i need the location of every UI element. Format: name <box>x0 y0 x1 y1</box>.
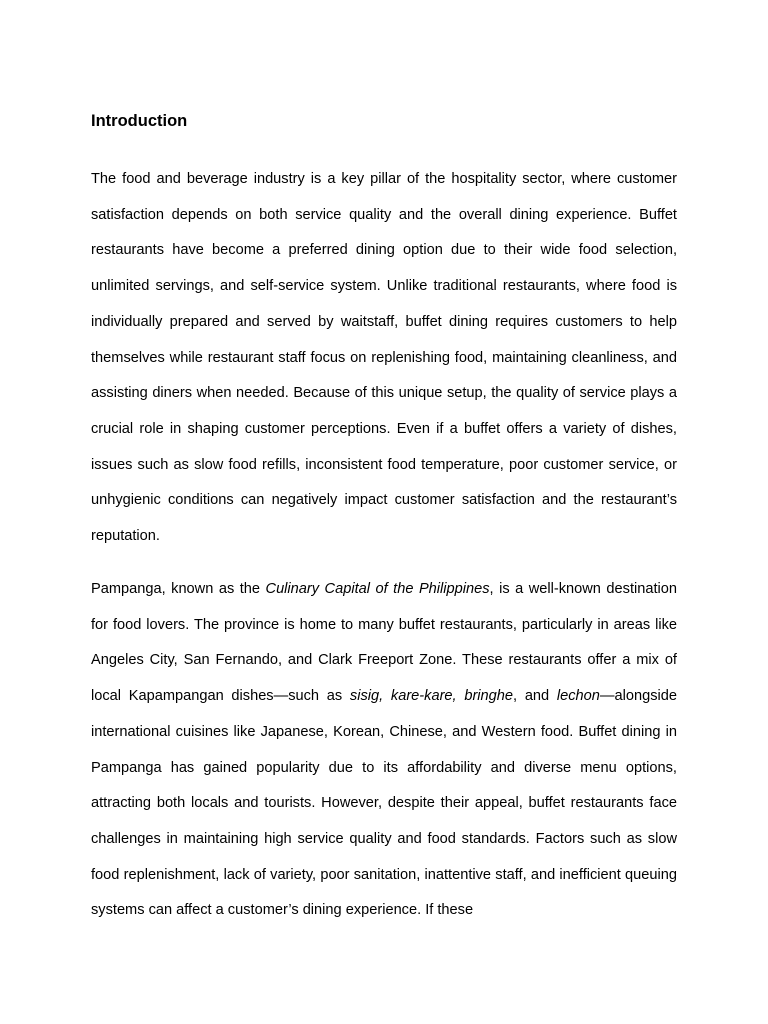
paragraph-2-text-3: , and <box>513 688 557 705</box>
paragraph-2-text-2: , is a well-known destination for food lovers. The province is home to many buffet restaurants, particularly in areas like Angeles City, San Fernando, and Clark Freeport Zone. These restaurants offer a mix of local Kapampangan dishes—such as <box>91 581 678 705</box>
section-heading: Introduction <box>91 112 188 130</box>
paragraph-2-italic-1: Culinary Capital of the Philippines <box>265 581 490 597</box>
paragraph-2-italic-3: lechon <box>556 688 600 705</box>
paragraph-2-italic-2: sisig, kare-kare, bringhe <box>349 688 514 705</box>
paragraph-2-text-1: Pampanga, known as the <box>91 581 266 597</box>
paragraph-2-text-4: —alongside international cuisines like Japanese, Korean, Chinese, and Western food. Buffet dining in Pampanga has gained popularity due to its affordability and diverse menu options, attracting both locals and tourists. However, despite their appeal, buffet restaurants face challenges in maintaining high service quality and food standards. Factors such as slow food replenishment, lack of variety, poor sanitation, inattentive staff, and inefficient queuing systems can affect a customer’s dining experience. If these <box>91 688 677 919</box>
paragraph-2 <box>91 572 677 929</box>
paragraph-1: The food and beverage industry is a key pillar of the hospitality sector, where customer satisfaction depends on both service quality and the overall dining experience. Buffet restaurants have become a preferred dining option due to their wide food selection, unlimited servings, and self-service system. Unlike traditional restaurants, where food is individually prepared and served by waitstaff, buffet dining requires customers to help themselves while restaurant staff focus on replenishing food, maintaining cleanliness, and assisting diners when needed. Because of this unique setup, the quality of service plays a crucial role in shaping customer perceptions. Even if a buffet offers a variety of dishes, issues such as slow food refills, inconsistent food temperature, poor customer service, or unhygienic conditions can negatively impact customer satisfaction and the restaurant’s reputation. <box>91 171 677 545</box>
